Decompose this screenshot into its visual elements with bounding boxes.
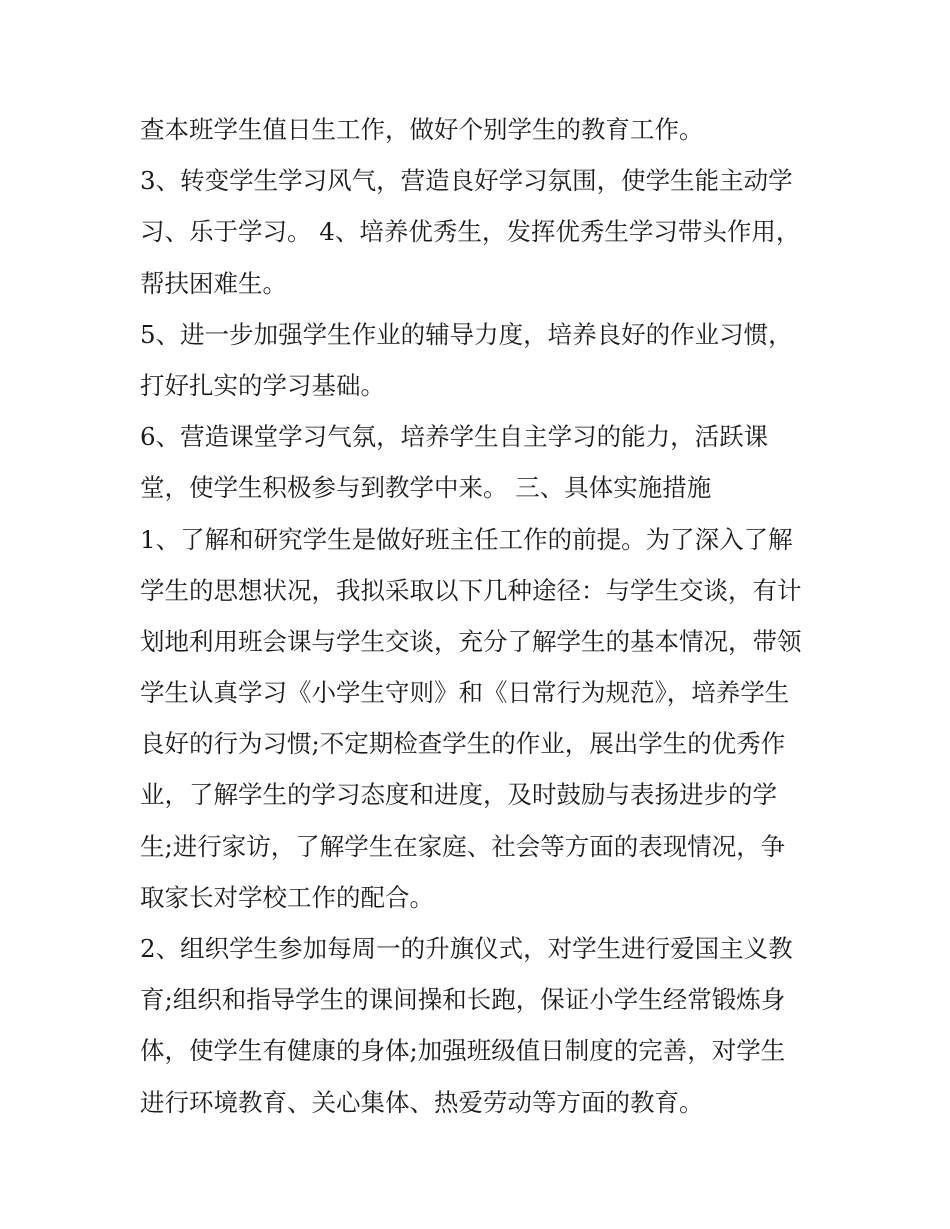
text-line: 体，使学生有健康的身体;加强班级值日制度的完善，对学生 (140, 1036, 786, 1066)
text-line: 育;组织和指导学生的课间操和长跑，保证小学生经常锻炼身 (140, 985, 786, 1015)
text-line: 查本班学生值日生工作，做好个别学生的教育工作。 (140, 115, 704, 144)
text-line: 5、进一步加强学生作业的辅导力度，培养良好的作业习惯， (140, 319, 793, 349)
text-line: 习、乐于学习。 4、培养优秀生，发挥优秀生学习带头作用， (140, 217, 801, 247)
text-line: 学生的思想状况，我拟采取以下几种途径：与学生交谈，有计 (140, 575, 802, 605)
text-line: 取家长对学校工作的配合。 (140, 882, 434, 912)
body-text (140, 104, 820, 1128)
text-line: 6、营造课堂学习气氛，培养学生自主学习的能力，活跃课 (140, 422, 769, 452)
text-line: 良好的行为习惯;不定期检查学生的作业，展出学生的优秀作 (140, 729, 786, 759)
text-line: 打好扎实的学习基础。 (140, 370, 385, 400)
text-line: 堂，使学生积极参与到教学中来。 三、具体实施措施 (140, 473, 712, 503)
text-line: 划地利用班会课与学生交谈，充分了解学生的基本情况，带领 (140, 626, 802, 656)
text-line: 2、组织学生参加每周一的升旗仪式，对学生进行爱国主义教 (140, 934, 793, 963)
text-line: 1、了解和研究学生是做好班主任工作的前提。为了深入了解 (140, 524, 793, 554)
text-line: 学生认真学习《小学生守则》和《日常行为规范》，培养学生 (140, 678, 790, 708)
text-line: 3、转变学生学习风气，营造良好学习氛围，使学生能主动学 (140, 166, 793, 196)
text-line: 生;进行家访，了解学生在家庭、社会等方面的表现情况，争 (140, 831, 786, 861)
text-line: 帮扶困难生。 (140, 268, 287, 298)
text-line: 进行环境教育、关心集体、热爱劳动等方面的教育。 (140, 1087, 704, 1117)
text-line: 业，了解学生的学习态度和进度，及时鼓励与表扬进步的学 (140, 780, 777, 810)
